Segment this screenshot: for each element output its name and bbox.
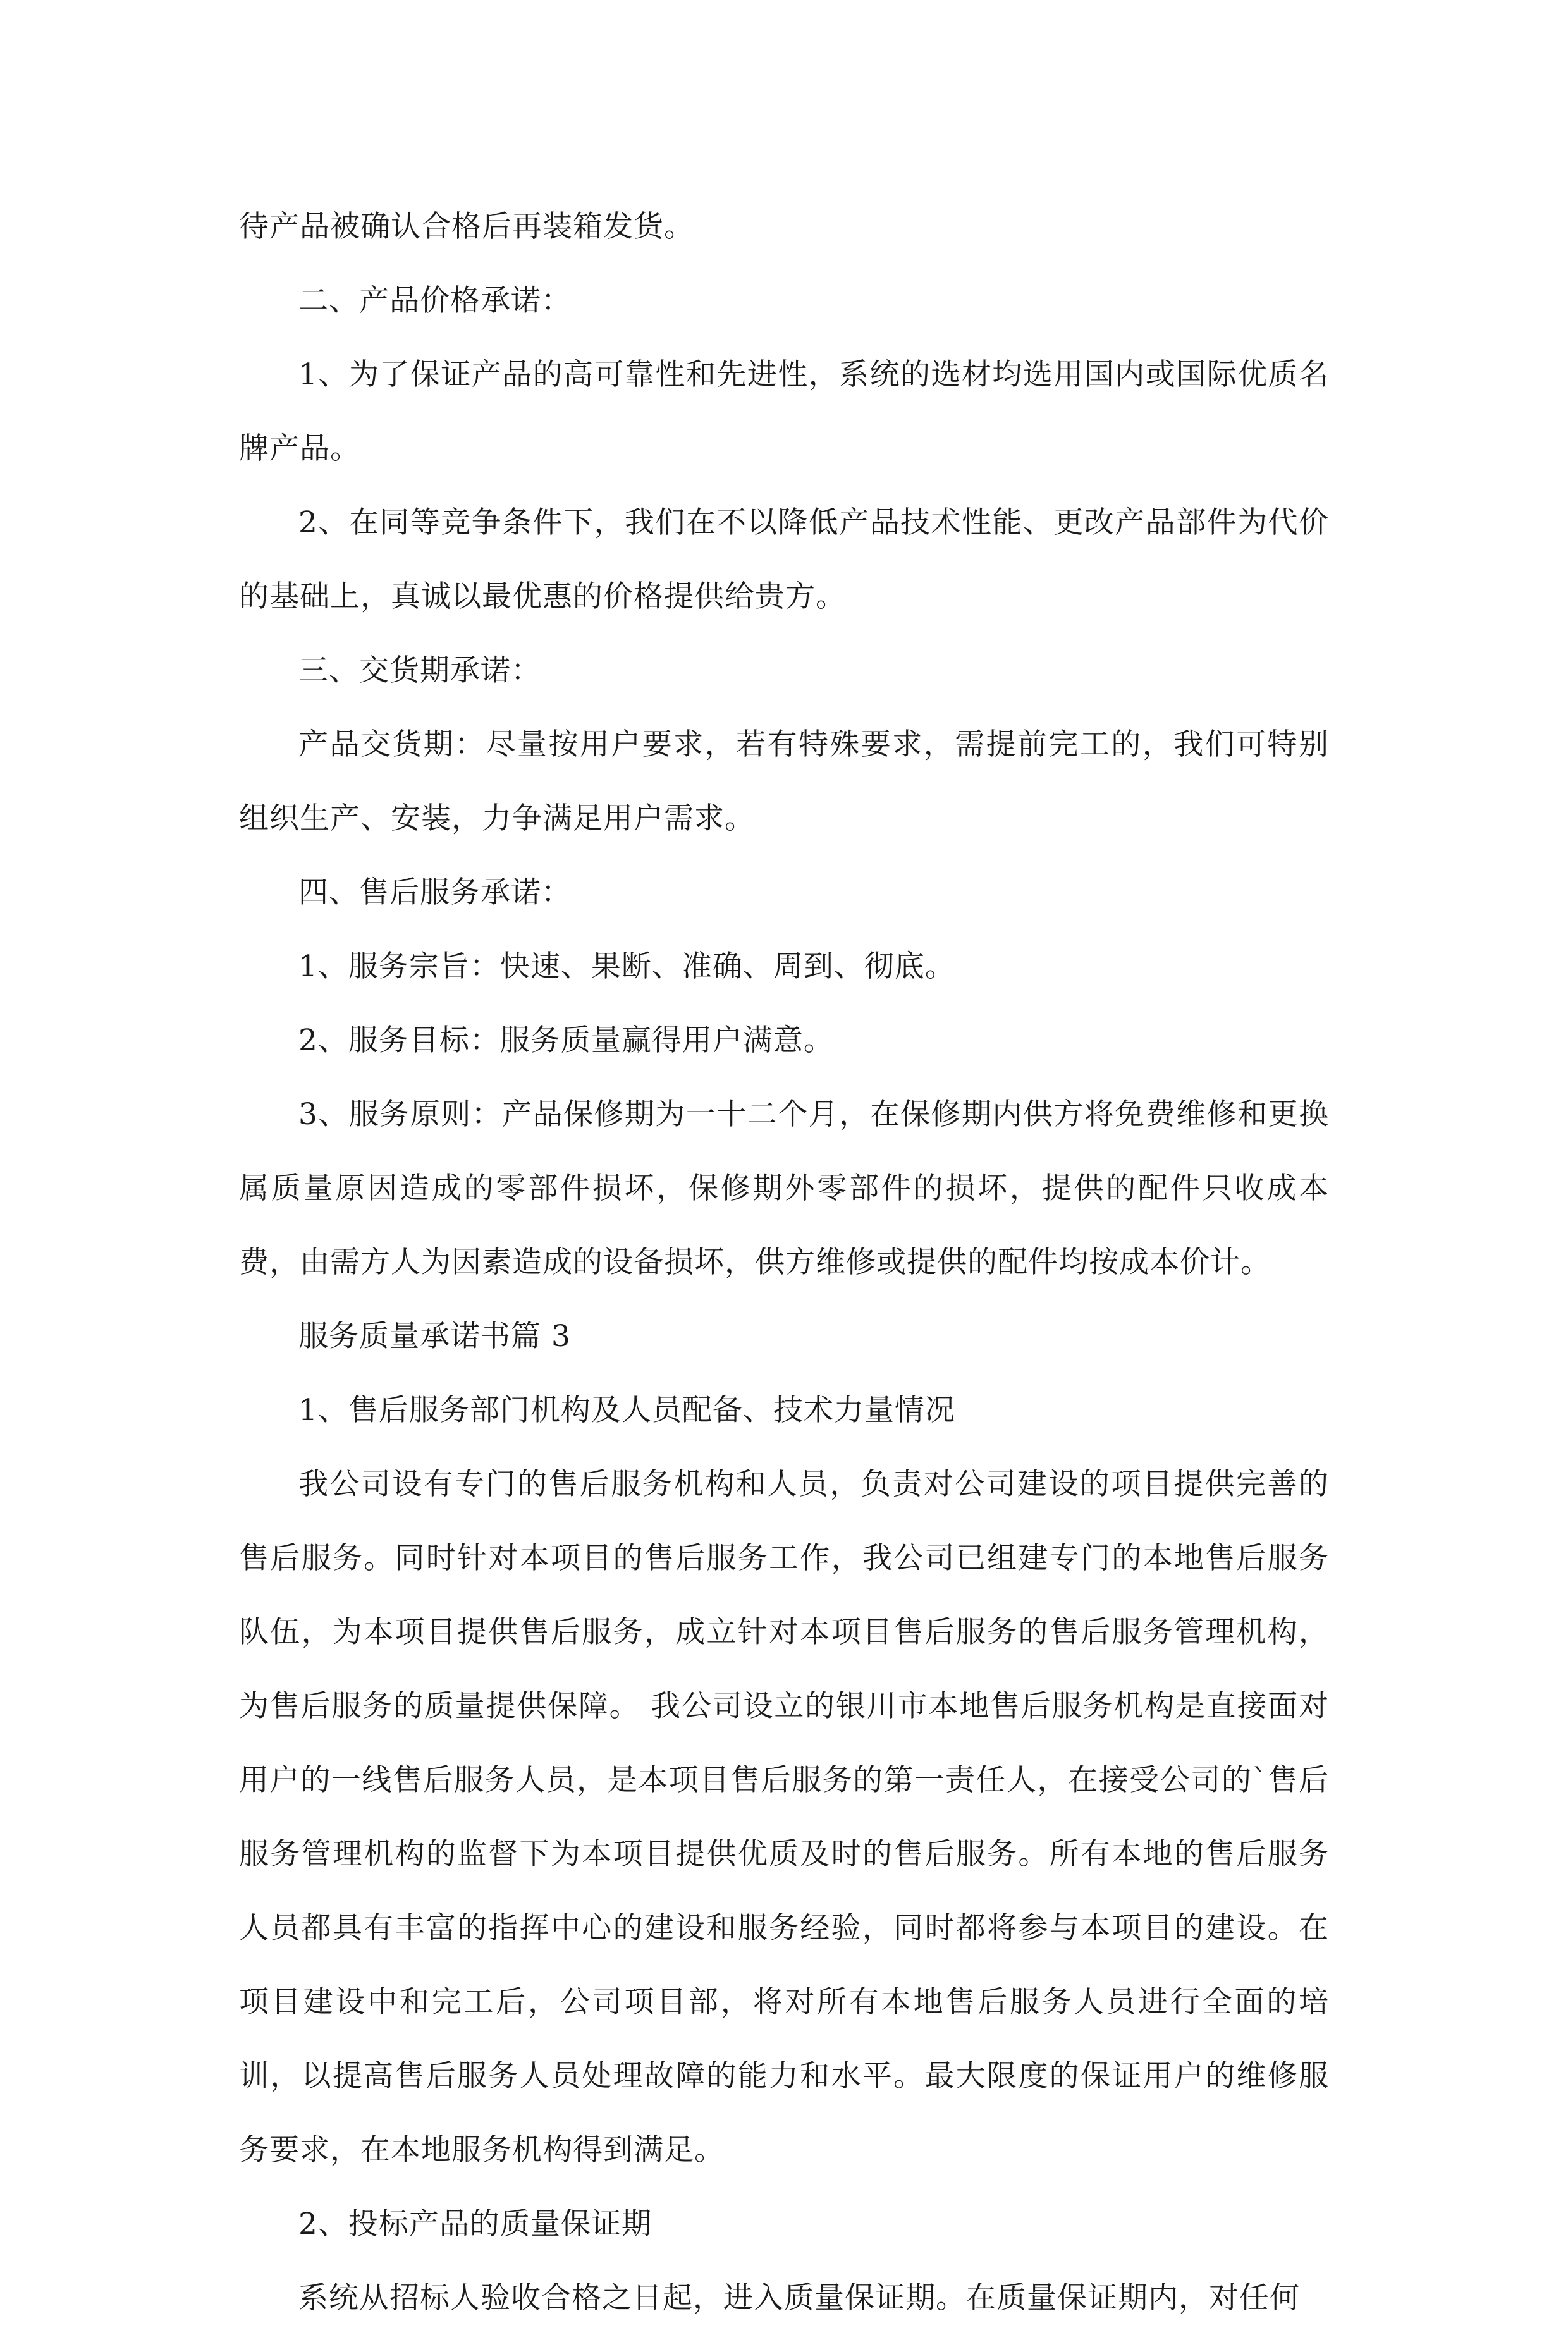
paragraph-price-1: 1、为了保证产品的高可靠性和先进性，系统的选材均选用国内或国际优质名牌产品。	[239, 357, 1329, 466]
subsection-heading-warranty: 2、投标产品的质量保证期	[298, 2207, 652, 2241]
article-heading: 服务质量承诺书篇 3	[298, 1319, 571, 1354]
paragraph-continuation: 待产品被确认合格后再装箱发货。	[239, 209, 694, 244]
document-body	[239, 190, 1329, 2335]
paragraph-staffing: 我公司设有专门的售后服务机构和人员，负责对公司建设的项目提供完善的售后服务。同时针对本项目的售后服务工作，我公司已组建专门的本地售后服务队伍，为本项目提供售后服务，成立针对本项目售后服务的售后服务管理机构，为售后服务的质量提供保障。 我公司设立的银川市本地售后服务机构是直接面对用户的一线售后服务人员，是本项目售后服务的第一责任人，在接受公司的`售后服务管理机构的监督下为本项目提供优质及时的售后服务。所有本地的售后服务人员都具有丰富的指挥中心的建设和服务经验，同时都将参与本项目的建设。在项目建设中和完工后，公司项目部，将对所有本地售后服务人员进行全面的培训，以提高售后服务人员处理故障的能力和水平。最大限度的保证用户的维修服务要求，在本地服务机构得到满足。	[239, 1467, 1329, 2167]
subsection-heading-staffing: 1、售后服务部门机构及人员配备、技术力量情况	[298, 1393, 955, 1428]
section-heading-after-sales: 四、售后服务承诺：	[298, 875, 572, 910]
paragraph-service-purpose: 1、服务宗旨：快速、果断、准确、周到、彻底。	[298, 949, 955, 984]
paragraph-service-principle: 3、服务原则：产品保修期为一十二个月，在保修期内供方将免费维修和更换属质量原因造成的零部件损坏，保修期外零部件的损坏，提供的配件只收成本费，由需方人为因素造成的设备损坏，供方维修或提供的配件均按成本价计。	[239, 1097, 1329, 1280]
section-heading-price: 二、产品价格承诺：	[298, 283, 572, 318]
paragraph-delivery: 产品交货期：尽量按用户要求，若有特殊要求，需提前完工的，我们可特别组织生产、安装，力争满足用户需求。	[239, 727, 1329, 836]
paragraph-price-2: 2、在同等竞争条件下，我们在不以降低产品技术性能、更改产品部件为代价的基础上，真诚以最优惠的价格提供给贵方。	[239, 505, 1329, 614]
paragraph-warranty: 系统从招标人验收合格之日起，进入质量保证期。在质量保证期内，对任何	[298, 2281, 1300, 2315]
section-heading-delivery: 三、交货期承诺：	[298, 653, 541, 688]
paragraph-service-goal: 2、服务目标：服务质量赢得用户满意。	[298, 1023, 834, 1058]
